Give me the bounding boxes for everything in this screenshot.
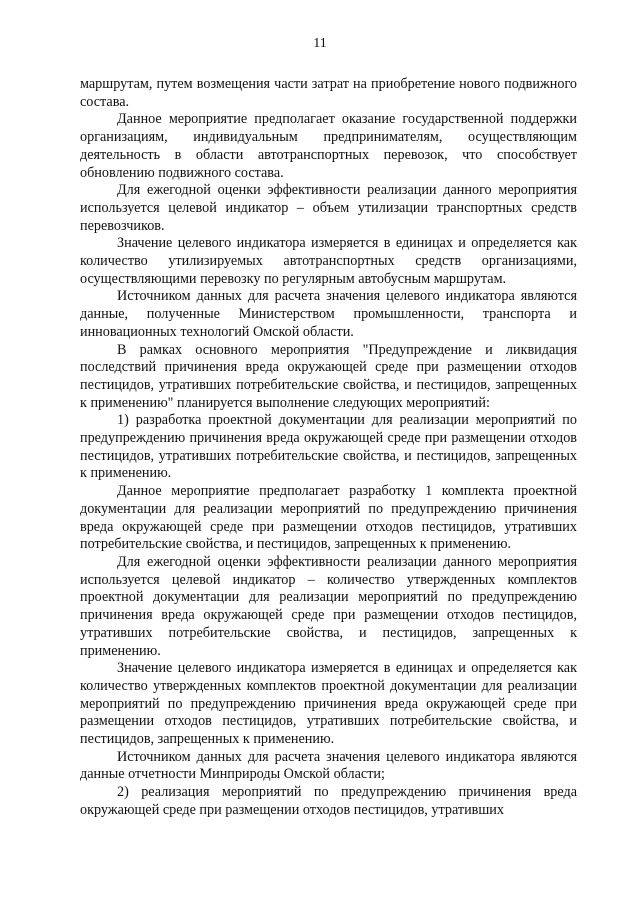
paragraph: Для ежегодной оценки эффективности реализации данного мероприятия используется целевой индикатор – объем утилизации транспортных средств перевозчиков. bbox=[80, 182, 577, 234]
paragraph: Значение целевого индикатора измеряется в единицах и определяется как количество утилизируемых автотранспортных средств организациями, осуществляющими перевозку по регулярным автобусным маршрутам. bbox=[80, 235, 577, 287]
paragraph: Источником данных для расчета значения целевого индикатора являются данные отчетности Минприроды Омской области; bbox=[80, 748, 577, 783]
paragraph: Данное мероприятие предполагает разработку 1 комплекта проектной документации для реализации мероприятий по предупреждению причинения вреда окружающей среде при размещении отходов пестицидов, утративших потребительские свойства, и пестицидов, запрещенных к применению. bbox=[80, 483, 577, 553]
page-number: 11 bbox=[313, 36, 327, 51]
paragraph: Данное мероприятие предполагает оказание государственной поддержки организациям, индивидуальным предпринимателям, осуществляющим деятельность в области автотранспортных перевозок, что способствует обновлению подвижного состава. bbox=[80, 111, 577, 181]
list-item: 2) реализация мероприятий по предупреждению причинения вреда окружающей среде при размещении отходов пестицидов, утративших bbox=[80, 784, 577, 818]
paragraph: Значение целевого индикатора измеряется в единицах и определяется как количество утвержденных комплектов проектной документации для реализации мероприятий по предупреждению причинения вреда окружающей среде при размещении отходов пестицидов, утративших потребительские свойства, и пестицидов, запрещенных к применению. bbox=[80, 660, 577, 748]
paragraph: Источником данных для расчета значения целевого индикатора являются данные, полученные Министерством промышленности, транспорта и инновационных технологий Омской области. bbox=[80, 288, 577, 340]
document-body bbox=[80, 76, 577, 820]
paragraph: маршрутам, путем возмещения части затрат на приобретение нового подвижного состава. bbox=[80, 76, 577, 110]
paragraph: Для ежегодной оценки эффективности реализации данного мероприятия используется целевой индикатор – количество утвержденных комплектов проектной документации для реализации мероприятий по предупреждению причинения вреда окружающей среде при размещении отходов пестицидов, утративших потребительские свойства, и пестицидов, запрещенных к применению. bbox=[80, 553, 577, 659]
paragraph: В рамках основного мероприятия "Предупреждение и ликвидация последствий причинения вреда окружающей среде при размещении отходов пестицидов, утративших потребительские свойства, и пестицидов, запрещенных к применению" планируется выполнение следующих мероприятий: bbox=[80, 341, 577, 411]
list-item: 1) разработка проектной документации для реализации мероприятий по предупреждению причинения вреда окружающей среде при размещении отходов пестицидов, утративших потребительские свойства, и пестицидов, запрещенных к применению. bbox=[80, 412, 577, 482]
